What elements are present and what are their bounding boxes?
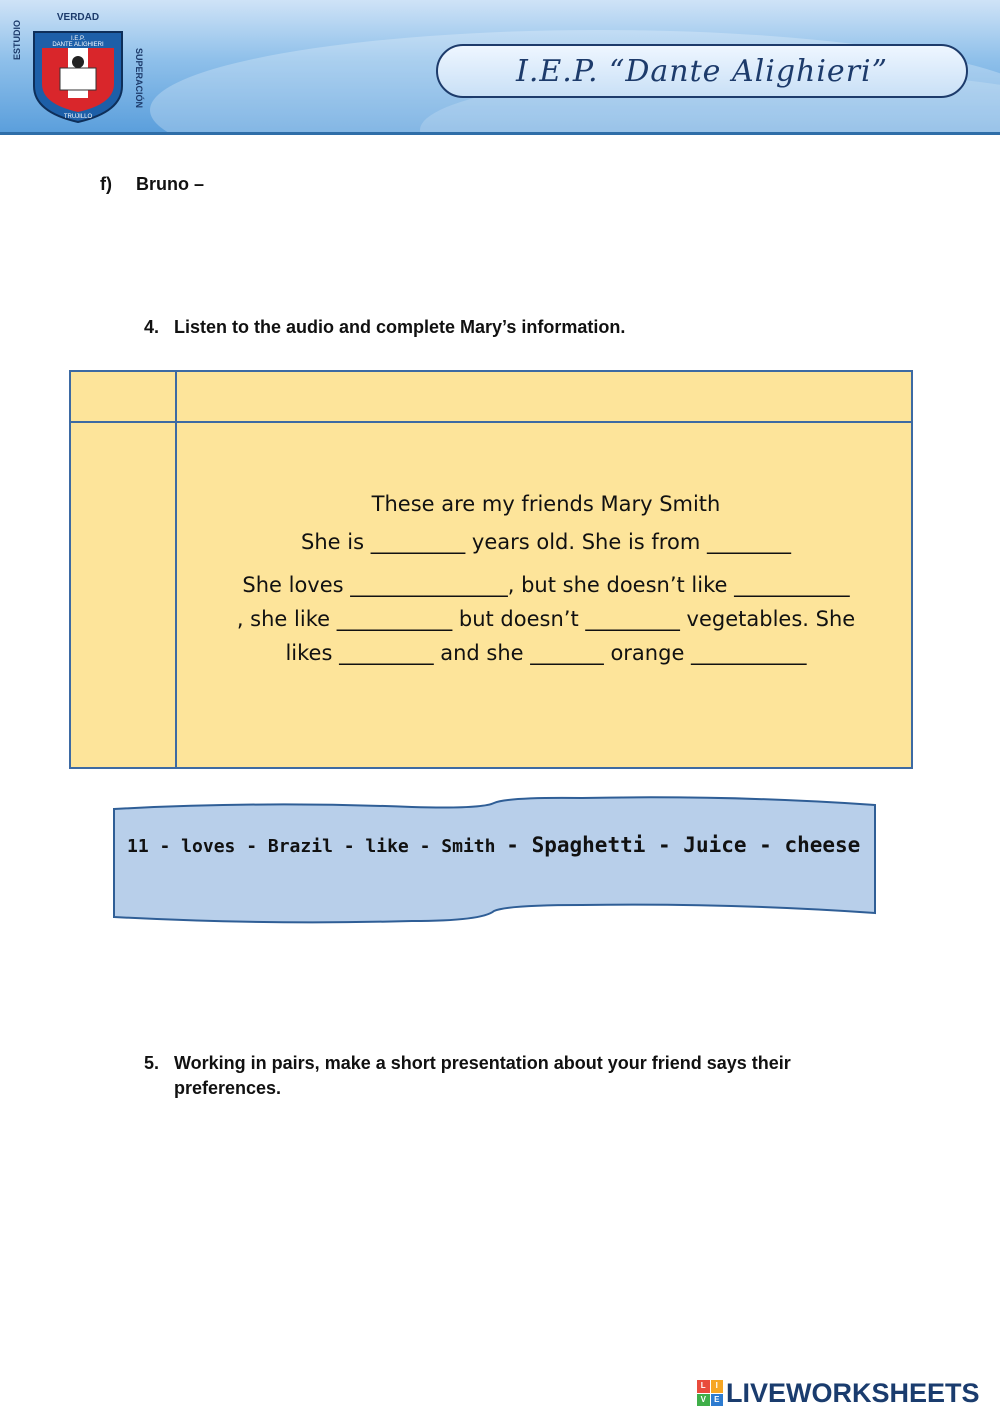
question-5-text: Working in pairs, make a short presentation about your friend says their preferences. [174,1053,791,1098]
mary-paragraph [195,492,897,670]
crest-right-text: SUPERACIÓN [134,48,144,109]
paragraph-line-1: These are my friends Mary Smith [371,492,721,516]
table-divider-vertical [175,372,177,767]
word-bank-scroll-shape [112,795,878,927]
table-divider-horizontal [71,421,911,423]
word-bank [112,795,878,927]
paragraph-line-4: , she like ___________ but doesn’t _________ vegetables. She [236,607,856,631]
item-f-label: f) [100,174,112,194]
question-4-number: 4. [144,317,160,337]
paragraph-line-5: likes _________ and she _______ orange ___________ [285,641,807,665]
word-bank-words [127,833,860,857]
liveworksheets-mark-icon: L I V E [697,1380,723,1406]
liveworksheets-logo[interactable] [697,1375,980,1411]
crest-inner-name: DANTE ALIGHIERI [52,42,104,48]
word-bank-part-1: 11 - loves - Brazil - like - Smith [127,836,507,857]
question-5 [144,1051,874,1101]
item-f [100,174,204,195]
liveworksheets-brand: LIVEWORKSHEETS [726,1377,980,1408]
question-4 [144,315,844,340]
info-table [69,370,913,769]
page-header [0,0,1000,135]
paragraph-line-2: She is _________ years old. She is from ________ [301,530,791,554]
crest-bottom-text: TRUJILLO [63,114,93,120]
question-5-number: 5. [144,1053,160,1073]
item-f-text: Bruno – [136,174,205,194]
crest-shield-icon [30,26,126,124]
crest-top-text: VERDAD [56,12,100,23]
school-crest [8,8,148,126]
word-bank-part-2: - Spaghetti - Juice - cheese [506,833,861,857]
school-name-banner: I.E.P. “Dante Alighieri” [436,44,968,98]
crest-inner-top: I.E.P. [71,36,85,42]
crest-left-text: ESTUDIO [12,19,22,60]
question-4-text: Listen to the audio and complete Mary’s information. [174,317,626,337]
paragraph-line-3: She loves _______________, but she doesn’t like ___________ [242,573,850,597]
